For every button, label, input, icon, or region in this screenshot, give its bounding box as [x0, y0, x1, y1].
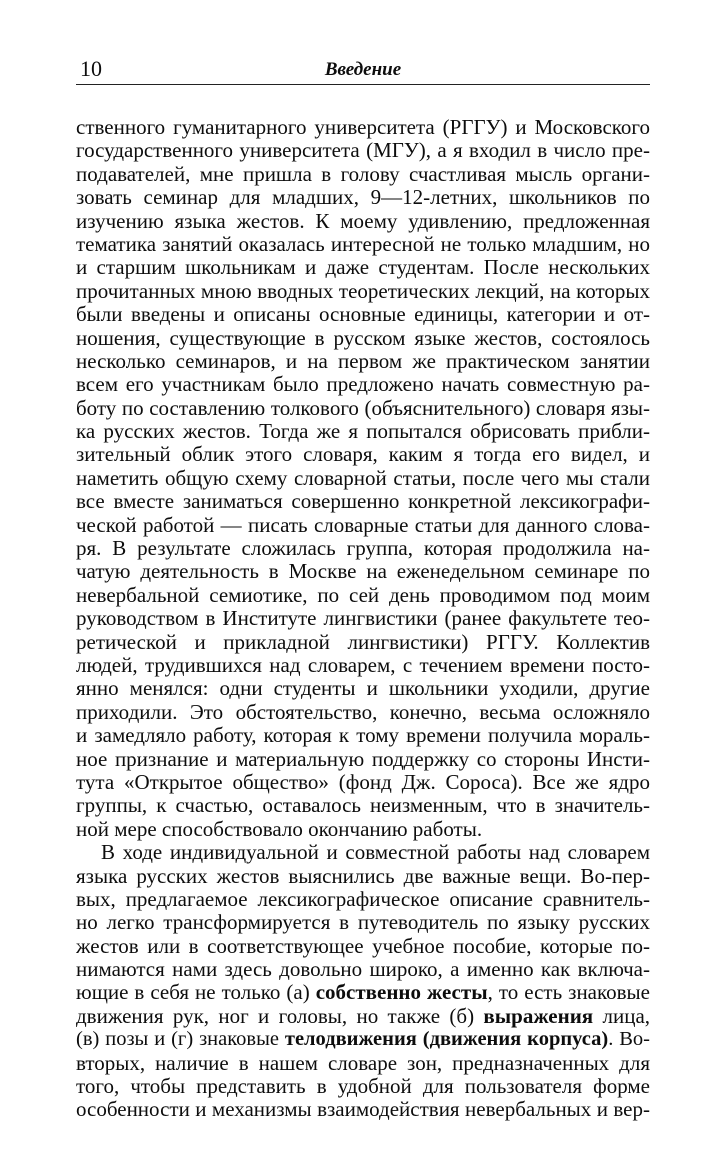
text-line: но легко трансформируется в путеводитель по языку русских: [76, 911, 650, 935]
text-line: ря. В результате сложилась группа, которая продолжила на-: [76, 537, 650, 561]
text-line: вторых, наличие в нашем словаре зон, предназначенных для: [76, 1051, 650, 1075]
text-segment: лица,: [593, 1004, 650, 1028]
text-line: [76, 1028, 650, 1051]
text-line: руководством в Институте лингвистики (ранее факультете тео-: [76, 607, 650, 631]
text-segment: движения рук, ног и головы, но также (б): [76, 1004, 484, 1028]
text-line: несколько семинаров, и на первом же практическом занятии: [76, 349, 650, 373]
page-header: [76, 56, 650, 85]
emphasized-text: выражения: [483, 1004, 594, 1028]
text-line: боту по составлению толкового (объяснительного) словаря язы-: [76, 396, 650, 420]
text-segment: ющие в себя не только (а): [76, 981, 316, 1005]
running-title: Введение: [324, 59, 402, 80]
paragraph: [76, 116, 650, 841]
text-line: ретической и прикладной лингвистики) РГГУ. Коллектив: [76, 630, 650, 654]
page-number: 10: [80, 56, 102, 81]
text-line: были введены и описаны основные единицы, категории и от-: [76, 303, 650, 327]
text-line: нимаются нами здесь довольно широко, а именно как включа-: [76, 958, 650, 982]
text-line: ное признание и материальную поддержку со стороны Инсти-: [76, 747, 650, 771]
text-line: того, чтобы представить в удобной для пользователя форме: [76, 1075, 650, 1099]
text-line: и старшим школьникам и даже студентам. После нескольких: [76, 256, 650, 280]
text-line: невербальной семиотике, по сей день проводимом под моим: [76, 583, 650, 607]
text-line: все вместе заниматься совершенно конкретной лексикографи-: [76, 490, 650, 514]
text-line: вых, предлагаемое лексикографическое описание сравнитель-: [76, 887, 650, 911]
paragraph: [76, 841, 650, 1122]
text-line: чатую деятельность в Москве на еженедельном семинаре по: [76, 560, 650, 584]
text-line: группы, к счастью, оставалось неизменным, что в значитель-: [76, 794, 650, 818]
text-line: особенности и механизмы взаимодействия невербальных и вер-: [76, 1098, 650, 1122]
text-line: приходили. Это обстоятельство, конечно, весьма осложняло: [76, 700, 650, 724]
text-segment: , то есть знаковые: [487, 981, 650, 1005]
text-segment: . Во-: [608, 1028, 650, 1051]
text-line: [76, 1005, 650, 1028]
text-line: государственного университета (МГУ), а я входил в число пре-: [76, 139, 650, 163]
text-line: жестов или в соответствующее учебное пособие, которые по-: [76, 934, 650, 958]
main-text: [76, 116, 650, 1122]
emphasized-text: собственно жесты: [315, 981, 488, 1005]
text-line: тута «Открытое общество» (фонд Дж. Сороса). Все же ядро: [76, 770, 650, 794]
text-line: тематика занятий оказалась интересной не только младшим, но: [76, 232, 650, 256]
text-line: ческой работой — писать словарные статьи для данного слова-: [76, 513, 650, 537]
text-line: В ходе индивидуальной и совместной работы над словарем: [101, 841, 650, 865]
text-line: [76, 981, 650, 1004]
emphasized-text: телодвижения (движения корпуса): [284, 1028, 609, 1051]
text-segment: (в) позы и (г) знаковые: [76, 1028, 285, 1051]
text-line: прочитанных мною вводных теоретических лекций, на которых: [76, 279, 650, 303]
text-line: изучению языка жестов. К моему удивлению, предложенная: [76, 209, 650, 233]
text-line: и замедляло работу, которая к тому времени получила мораль-: [76, 724, 650, 748]
text-line: ственного гуманитарного университета (РГГУ) и Московского: [76, 116, 650, 139]
text-line: ношения, существующие в русском языке жестов, состоялось: [76, 326, 650, 350]
text-line: янно менялся: одни студенты и школьники уходили, другие: [76, 677, 650, 701]
text-line: подавателей, мне пришла в голову счастливая мысль органи-: [76, 162, 650, 186]
text-line: всем его участникам было предложено начать совместную ра-: [76, 373, 650, 397]
text-line: людей, трудившихся над словарем, с течением времени посто-: [76, 653, 650, 677]
text-line: зовать семинар для младших, 9—12-летних, школьников по: [76, 186, 650, 210]
text-line: языка русских жестов выяснились две важные вещи. Во-пер-: [76, 864, 650, 888]
text-line: наметить общую схему словарной статьи, после чего мы стали: [76, 466, 650, 490]
text-line: ной мере способствовало окончанию работы.: [76, 817, 483, 841]
text-line: зительный облик этого словаря, каким я тогда его видел, и: [76, 443, 650, 467]
text-line: ка русских жестов. Тогда же я попытался обрисовать прибли-: [76, 420, 650, 444]
